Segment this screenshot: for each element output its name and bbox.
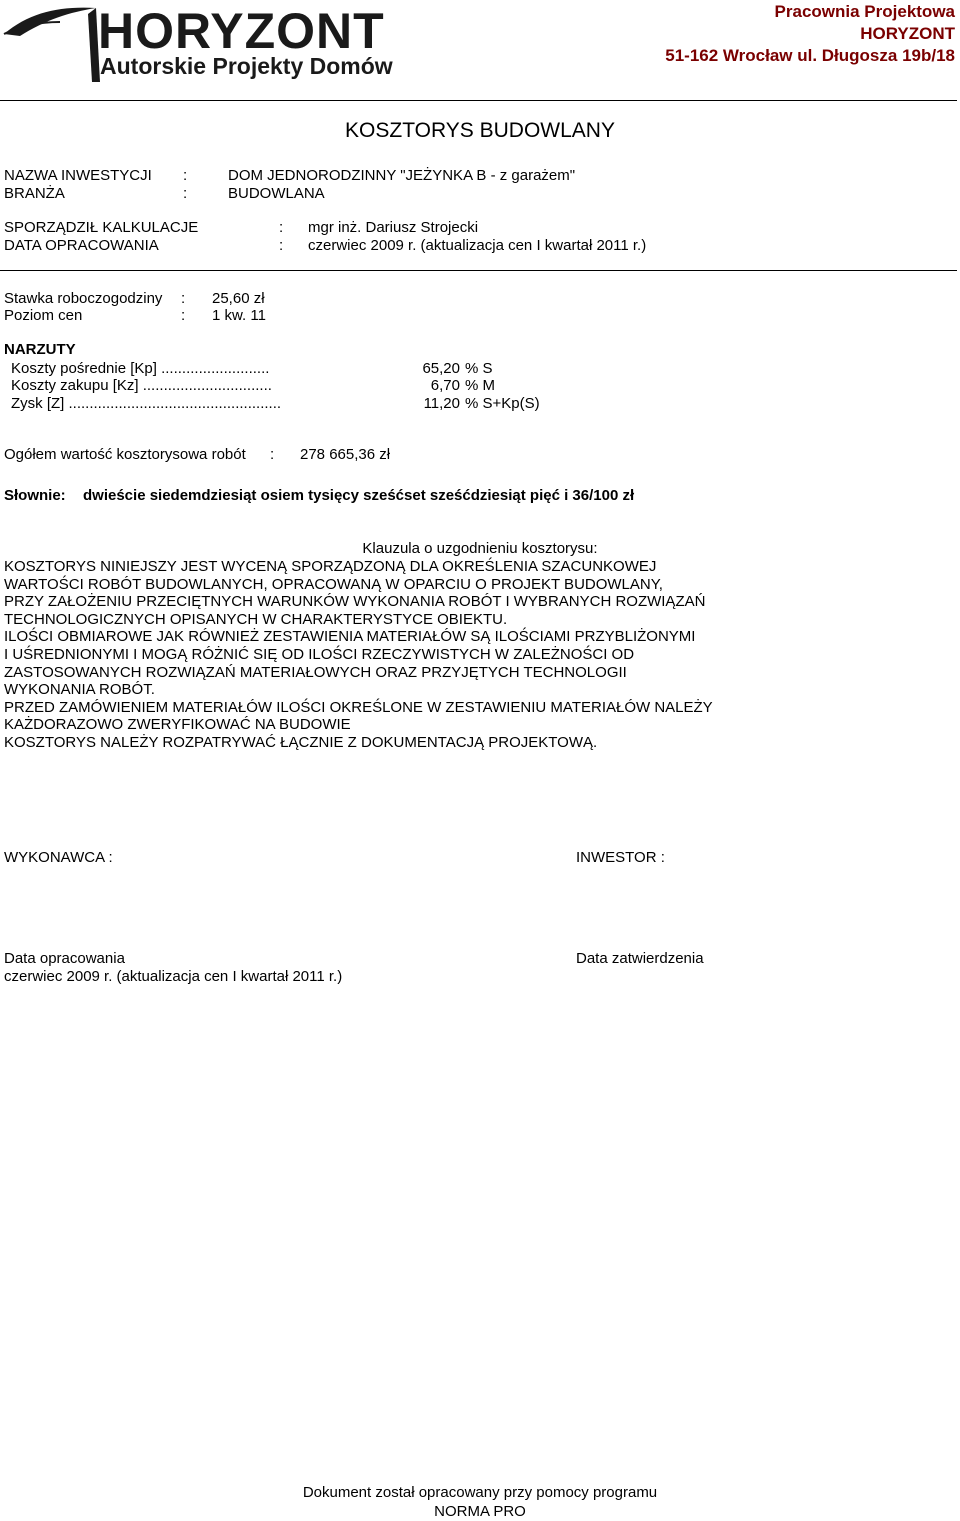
- investor-label: INWESTOR :: [576, 849, 665, 866]
- markup-label: Koszty zakupu [Kz] ...............................: [11, 377, 272, 394]
- clause-line: KOSZTORYS NINIEJSZY JEST WYCENĄ SPORZĄDZONĄ DLA OKREŚLENIA SZACUNKOWEJ: [4, 558, 657, 575]
- approval-date-label: Data zatwierdzenia: [576, 950, 704, 967]
- clause-text: [4, 558, 713, 752]
- markup-label: Koszty pośrednie [Kp] ..........................: [11, 360, 270, 377]
- price-level-sep: :: [181, 307, 186, 324]
- in-words-value: dwieście siedemdziesiąt osiem tysięcy sześćset sześćdziesiąt pięć i 36/100 zł: [83, 487, 635, 504]
- logo-wordmark: HORYZONT: [98, 3, 385, 59]
- prep-date-value: czerwiec 2009 r. (aktualizacja cen I kwartał 2011 r.): [4, 968, 343, 985]
- firm-line-1: Pracownia Projektowa: [774, 2, 955, 21]
- investment-name-label: NAZWA INWESTYCJI: [4, 167, 152, 184]
- firm-address: [665, 1, 955, 67]
- author-value: mgr inż. Dariusz Strojecki: [308, 219, 479, 236]
- markup-label: Zysk [Z] ...................................................: [11, 395, 282, 412]
- logo-subtitle: Autorskie Projekty Domów: [100, 53, 393, 79]
- branch-label: BRANŻA: [4, 185, 65, 202]
- markup-unit: % M: [465, 377, 495, 394]
- author-label: SPORZĄDZIŁ KALKULACJE: [4, 219, 199, 236]
- in-words-label: Słownie:: [4, 487, 66, 504]
- footer-line-2: NORMA PRO: [434, 1503, 526, 1520]
- clause-line: WYKONANIA ROBÓT.: [4, 681, 155, 699]
- total-sep: :: [270, 446, 275, 463]
- markup-value: 11,20: [423, 395, 460, 412]
- clause-line: WARTOŚCI ROBÓT BUDOWLANYCH, OPRACOWANĄ W OPARCIU O PROJEKT BUDOWLANY,: [4, 575, 663, 593]
- branch-sep: :: [183, 185, 188, 202]
- markup-unit: % S: [465, 360, 493, 377]
- total-value: 278 665,36 zł: [300, 446, 391, 463]
- contractor-label: WYKONAWCA :: [4, 849, 113, 866]
- price-level-label: Poziom cen: [4, 307, 83, 324]
- clause-line: KAŻDORAZOWO ZWERYFIKOWAĆ NA BUDOWIE: [4, 716, 351, 734]
- investment-name-value: DOM JEDNORODZINNY "JEŻYNKA B - z garażem": [228, 167, 576, 184]
- footer-note: [0, 1483, 960, 1521]
- footer-line-1: Dokument został opracowany przy pomocy programu: [302, 1484, 658, 1501]
- clause-line: TECHNOLOGICZNYCH OPISANYCH W CHARAKTERYSTYCE OBIEKTU.: [4, 610, 508, 628]
- wage-value: 25,60 zł: [212, 290, 265, 307]
- clause-line: PRZED ZAMÓWIENIEM MATERIAŁÓW ILOŚCI OKREŚLONE W ZESTAWIENIU MATERIAŁÓW NALEŻY: [4, 698, 713, 716]
- document-title: KOSZTORYS BUDOWLANY: [345, 119, 615, 142]
- wage-sep: :: [181, 290, 186, 307]
- price-level-value: 1 kw. 11: [212, 307, 266, 324]
- wage-label: Stawka roboczogodziny: [4, 290, 163, 307]
- total-label: Ogółem wartość kosztorysowa robót: [4, 446, 246, 463]
- branch-value: BUDOWLANA: [228, 185, 325, 202]
- author-sep: :: [279, 219, 284, 236]
- company-logo: [0, 0, 430, 88]
- prep-date-label: Data opracowania: [4, 950, 125, 967]
- date-sep: :: [279, 237, 284, 254]
- clause-line: I UŚREDNIONYMI I MOGĄ RÓŻNIĆ SIĘ OD ILOŚCI RZECZYWISTYCH W ZALEŻNOŚCI OD: [4, 645, 635, 663]
- markup-value: 6,70: [430, 377, 460, 394]
- markup-value: 65,20: [422, 360, 460, 377]
- investment-name-sep: :: [183, 167, 188, 184]
- markup-unit: % S+Kp(S): [465, 395, 540, 412]
- clause-line: ZASTOSOWANYCH ROZWIĄZAŃ MATERIAŁOWYCH ORAZ PRZYJĘTYCH TECHNOLOGII: [4, 663, 627, 681]
- clause-title: Klauzula o uzgodnieniu kosztorysu:: [362, 540, 598, 557]
- section-divider: [0, 270, 957, 271]
- firm-line-3: 51-162 Wrocław ul. Długosza 19b/18: [665, 46, 955, 65]
- header-divider: [0, 100, 957, 101]
- logo-swoosh-icon: [0, 0, 110, 88]
- date-label: DATA OPRACOWANIA: [4, 237, 159, 254]
- firm-line-2: HORYZONT: [860, 24, 955, 43]
- markups-heading: NARZUTY: [4, 341, 76, 358]
- date-value: czerwiec 2009 r. (aktualizacja cen I kwartał 2011 r.): [308, 237, 647, 254]
- clause-line: ILOŚCI OBMIAROWE JAK RÓWNIEŻ ZESTAWIENIA MATERIAŁÓW SĄ ILOŚCIAMI PRZYBLIŻONYMI: [4, 628, 696, 646]
- clause-line: PRZY ZAŁOŻENIU PRZECIĘTNYCH WARUNKÓW WYKONANIA ROBÓT I WYBRANYCH ROZWIĄZAŃ: [4, 593, 706, 611]
- clause-line: KOSZTORYS NALEŻY ROZPATRYWAĆ ŁĄCZNIE Z DOKUMENTACJĄ PROJEKTOWĄ.: [4, 733, 598, 751]
